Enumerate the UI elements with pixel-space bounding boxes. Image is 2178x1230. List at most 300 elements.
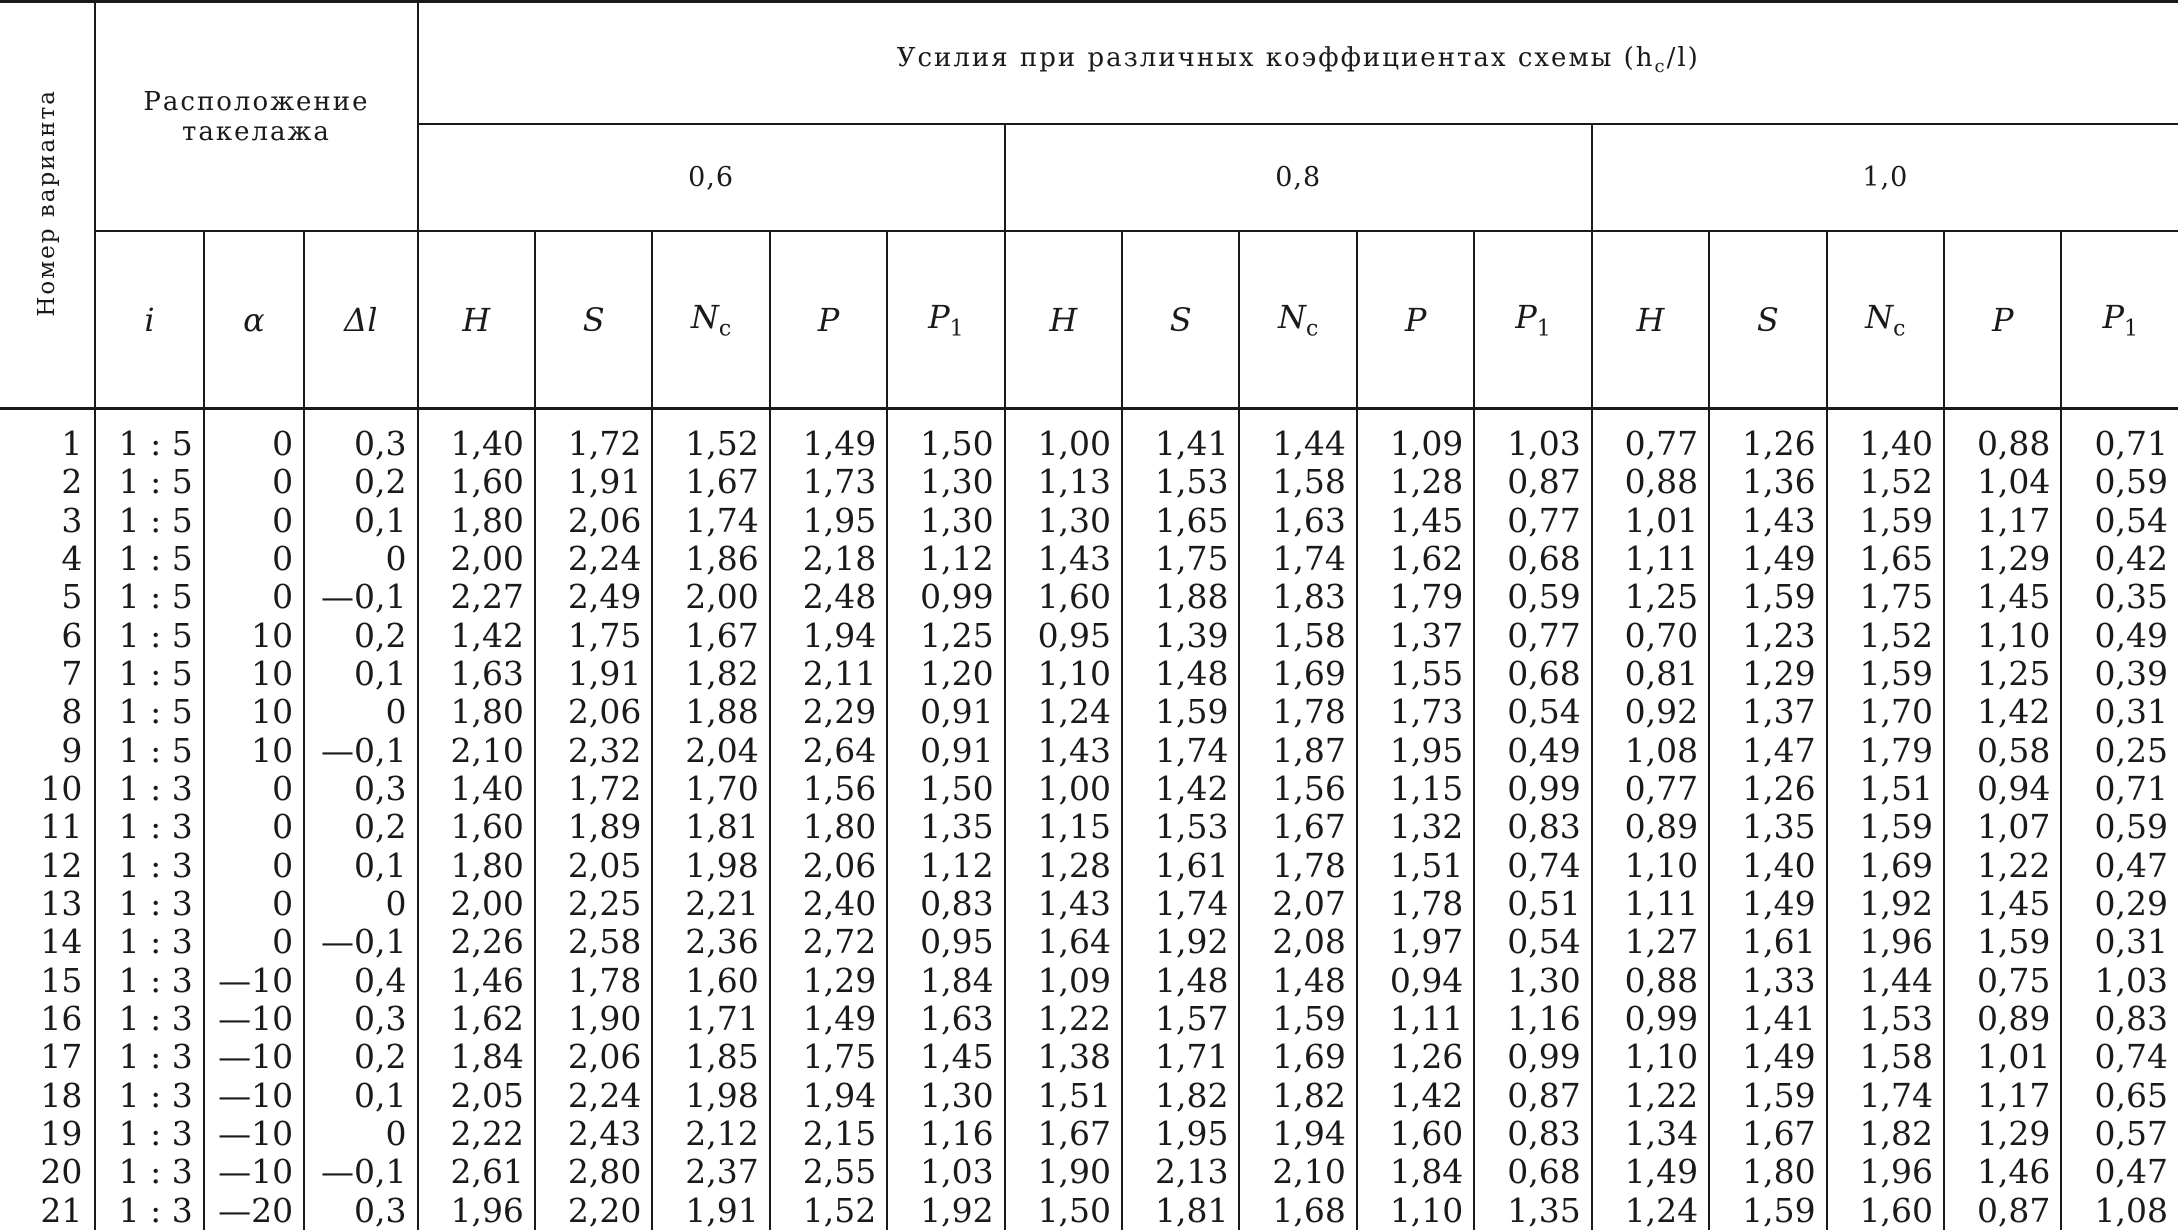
variant-number-cell: 6 <box>61 615 83 655</box>
table-cell: 1,28 <box>1005 847 1122 885</box>
table-cell: 0,70 <box>1592 616 1709 654</box>
table-cell: 1,82 <box>1122 1077 1239 1115</box>
table-cell: —0,1 <box>304 1153 417 1191</box>
column-label-subscript: c <box>718 316 732 342</box>
table-cell: 2,80 <box>535 1153 652 1191</box>
table-cell: 0 <box>304 693 417 731</box>
table-cell: 1,67 <box>652 616 769 654</box>
table-cell: —0,1 <box>304 923 417 961</box>
table-cell: 0,99 <box>887 578 1004 616</box>
table-cell: 1,75 <box>1827 578 1944 616</box>
table-cell: 1,52 <box>652 409 769 464</box>
variant-number-cell: 17 <box>40 1037 83 1077</box>
table-cell: 1,74 <box>652 501 769 539</box>
column-label: P <box>817 300 840 339</box>
table-cell: 1,01 <box>1944 1038 2061 1076</box>
table-cell: 0,3 <box>304 409 417 464</box>
table-cell: 1,35 <box>1474 1192 1591 1230</box>
force-col-header <box>1122 231 1239 409</box>
table-cell: 1,39 <box>1122 616 1239 654</box>
table-cell: 1,48 <box>1239 962 1356 1000</box>
table-cell: 0,51 <box>1474 885 1591 923</box>
rigging-label: Расположение такелажа <box>143 86 370 147</box>
table-cell: 0 <box>304 1115 417 1153</box>
table-cell: 1,45 <box>887 1038 1004 1076</box>
table-cell: 2,24 <box>535 1077 652 1115</box>
table-cell: 1,40 <box>1827 409 1944 464</box>
table-cell: 2,10 <box>418 731 535 769</box>
force-col-header <box>2061 231 2178 409</box>
table-cell: 1,42 <box>418 616 535 654</box>
table-body <box>0 409 2178 1230</box>
table-cell: 0,2 <box>304 463 417 501</box>
table-cell: 1,11 <box>1357 1000 1474 1038</box>
forces-label-tail: /l) <box>1666 43 1700 74</box>
rigging-col-header <box>95 231 203 409</box>
variant-number-cell: 15 <box>40 960 83 1000</box>
table-cell: 1,67 <box>1709 1115 1826 1153</box>
table-cell: 0,47 <box>2061 1153 2178 1191</box>
table-cell: 1,96 <box>1827 923 1944 961</box>
table-cell: 1,60 <box>1827 1192 1944 1230</box>
table-cell: 0,4 <box>304 962 417 1000</box>
table-cell: 0 <box>204 847 304 885</box>
rigging-header <box>95 2 417 232</box>
force-col-header <box>1944 231 2061 409</box>
table-cell: 0,83 <box>1474 808 1591 846</box>
table-cell: 2,06 <box>770 847 887 885</box>
column-label: P <box>1515 297 1537 336</box>
table-cell: 1,49 <box>1709 1038 1826 1076</box>
ratio-label: 0,8 <box>1275 162 1322 193</box>
table-cell: 1,29 <box>770 962 887 1000</box>
table-cell: 1 : 5 <box>95 655 203 693</box>
table-row <box>0 1115 2178 1153</box>
table-cell: 1,70 <box>1827 693 1944 731</box>
table-cell: 0 <box>204 578 304 616</box>
table-cell: 1 : 3 <box>95 1153 203 1191</box>
table-cell: 1,50 <box>1005 1192 1122 1230</box>
table-cell: 1,50 <box>887 409 1004 464</box>
table-cell: 1,94 <box>1239 1115 1356 1153</box>
table-cell: 1,82 <box>1827 1115 1944 1153</box>
table-cell: 1,81 <box>652 808 769 846</box>
table-row <box>0 847 2178 885</box>
table-cell: 2,21 <box>652 885 769 923</box>
column-label: P <box>2102 297 2124 336</box>
table-cell: 1,59 <box>1239 1000 1356 1038</box>
table-cell: 1,69 <box>1239 1038 1356 1076</box>
table-cell: 0,83 <box>887 885 1004 923</box>
table-cell: 1,95 <box>770 501 887 539</box>
variant-number-cell: 2 <box>61 462 83 502</box>
table-cell: 0,88 <box>1592 962 1709 1000</box>
table-cell: 1,25 <box>887 616 1004 654</box>
table-cell: 1,00 <box>1005 770 1122 808</box>
table-cell: 1,97 <box>1357 923 1474 961</box>
table-cell: 1,92 <box>1827 885 1944 923</box>
column-label: Δl <box>344 300 378 339</box>
table-cell: 1,80 <box>418 693 535 731</box>
table-cell: 1,20 <box>887 655 1004 693</box>
table-row <box>0 463 2178 501</box>
table-cell: 1,53 <box>1827 1000 1944 1038</box>
table-cell: 1,08 <box>2061 1192 2178 1230</box>
column-label: P <box>928 297 950 336</box>
column-label: H <box>462 300 491 339</box>
table-row <box>0 693 2178 731</box>
ratio-header-3 <box>1592 124 2178 231</box>
force-col-header <box>1239 231 1356 409</box>
table-cell: 1,55 <box>1357 655 1474 693</box>
table-cell: 1,63 <box>418 655 535 693</box>
table-cell: 1,58 <box>1239 616 1356 654</box>
table-cell: 2,36 <box>652 923 769 961</box>
table-cell: 1,78 <box>1239 693 1356 731</box>
table-cell: 1,52 <box>770 1192 887 1230</box>
table-cell: 1,10 <box>1357 1192 1474 1230</box>
table-cell: 1,42 <box>1122 770 1239 808</box>
table-cell: 1,45 <box>1357 501 1474 539</box>
table-cell: 1,40 <box>418 409 535 464</box>
table-cell: 0,99 <box>1474 1038 1591 1076</box>
table-cell: 2,00 <box>652 578 769 616</box>
table-cell: 2,10 <box>1239 1153 1356 1191</box>
table-row <box>0 731 2178 769</box>
table-cell: 0,94 <box>1944 770 2061 808</box>
force-col-header <box>535 231 652 409</box>
table-cell: 0,3 <box>304 1000 417 1038</box>
table-cell: 2,11 <box>770 655 887 693</box>
variant-number-cell: 9 <box>61 730 83 770</box>
table-cell: 1,59 <box>1827 655 1944 693</box>
table-cell: 1,09 <box>1357 409 1474 464</box>
table-cell: 1 : 3 <box>95 923 203 961</box>
table-cell: 1,26 <box>1357 1038 1474 1076</box>
table-cell: 0,54 <box>2061 501 2178 539</box>
table-cell: 1,43 <box>1709 501 1826 539</box>
table-cell: 1,60 <box>418 463 535 501</box>
table-cell: 2,72 <box>770 923 887 961</box>
column-label: N <box>1865 297 1894 336</box>
table-cell: 2,07 <box>1239 885 1356 923</box>
variant-number-cell: 21 <box>40 1190 83 1230</box>
table-cell: 1,88 <box>652 693 769 731</box>
table-cell: 1,82 <box>1239 1077 1356 1115</box>
force-col-header <box>1005 231 1122 409</box>
table-cell: 2,15 <box>770 1115 887 1153</box>
table-cell: 0,74 <box>2061 1038 2178 1076</box>
table-cell: 0,91 <box>887 693 1004 731</box>
table-cell: 1,16 <box>1474 1000 1591 1038</box>
table-cell: 1 : 5 <box>95 409 203 464</box>
table-cell: 1,60 <box>652 962 769 1000</box>
table-cell: 2,05 <box>535 847 652 885</box>
table-cell: 1,63 <box>887 1000 1004 1038</box>
table-cell: 1,15 <box>1005 808 1122 846</box>
table-cell: 0,39 <box>2061 655 2178 693</box>
table-cell: —0,1 <box>304 731 417 769</box>
table-cell: 1,59 <box>1709 578 1826 616</box>
forces-header <box>418 2 2178 125</box>
table-row <box>0 1038 2178 1076</box>
variant-number-cell: 5 <box>61 577 83 617</box>
table-cell: 1,43 <box>1005 731 1122 769</box>
table-cell: 1,74 <box>1122 885 1239 923</box>
table-cell: 0,2 <box>304 1038 417 1076</box>
table-cell: 0 <box>204 770 304 808</box>
table-cell: 1,61 <box>1122 847 1239 885</box>
table-cell: 1,45 <box>1944 578 2061 616</box>
table-cell: 1,36 <box>1709 463 1826 501</box>
table-cell: 0,99 <box>1474 770 1591 808</box>
table-cell: 1,73 <box>1357 693 1474 731</box>
table-cell: 1,56 <box>1239 770 1356 808</box>
variant-number-cell: 19 <box>40 1114 83 1154</box>
table-cell: 1,82 <box>652 655 769 693</box>
table-cell: 1 : 3 <box>95 1192 203 1230</box>
table-cell: 1,59 <box>1709 1077 1826 1115</box>
table-cell: 1,11 <box>1592 885 1709 923</box>
table-cell: 0,59 <box>2061 808 2178 846</box>
table-cell: 1,60 <box>1005 578 1122 616</box>
table-cell: 1 : 5 <box>95 501 203 539</box>
table-cell: 1,46 <box>1944 1153 2061 1191</box>
table-cell: 1,72 <box>535 409 652 464</box>
table-cell: 1,52 <box>1827 463 1944 501</box>
table-cell: 1,95 <box>1357 731 1474 769</box>
table-cell: 0,94 <box>1357 962 1474 1000</box>
table-cell: 1,08 <box>1592 731 1709 769</box>
table-cell: 1,42 <box>1357 1077 1474 1115</box>
table-cell: 2,26 <box>418 923 535 961</box>
table-cell: —10 <box>204 1077 304 1115</box>
table-cell: 0 <box>204 885 304 923</box>
ratio-label: 0,6 <box>688 162 735 193</box>
table-cell: 0,35 <box>2061 578 2178 616</box>
table-cell: 1,60 <box>1357 1115 1474 1153</box>
table-cell: 1 : 3 <box>95 1115 203 1153</box>
table-cell: 1,16 <box>887 1115 1004 1153</box>
table-cell: 0,87 <box>1474 463 1591 501</box>
force-col-header <box>770 231 887 409</box>
table-cell: 2,04 <box>652 731 769 769</box>
table-cell: 1,22 <box>1592 1077 1709 1115</box>
table-cell: 1,80 <box>418 501 535 539</box>
table-cell: 1,98 <box>652 1077 769 1115</box>
table-cell: 1,26 <box>1709 770 1826 808</box>
column-label: α <box>243 300 265 339</box>
table-row <box>0 1000 2178 1038</box>
column-label-subscript: c <box>1893 316 1906 342</box>
table-cell: 1,40 <box>418 770 535 808</box>
column-label: S <box>582 300 605 339</box>
table-cell: 1,59 <box>1827 808 1944 846</box>
table-cell: 1,24 <box>1005 693 1122 731</box>
variant-number-cell: 18 <box>40 1075 83 1115</box>
table-cell: 1 : 5 <box>95 578 203 616</box>
force-col-header <box>1592 231 1709 409</box>
table-cell: 1,79 <box>1827 731 1944 769</box>
column-label: P <box>1991 300 2014 339</box>
table-cell: 0,87 <box>1944 1192 2061 1230</box>
variant-number-cell: 10 <box>40 769 83 808</box>
rigging-col-header <box>204 231 304 409</box>
table-cell: 1,03 <box>1474 409 1591 464</box>
table-cell: 2,22 <box>418 1115 535 1153</box>
table-cell: 0,68 <box>1474 540 1591 578</box>
table-cell: 1,73 <box>770 463 887 501</box>
table-cell: 1,74 <box>1122 731 1239 769</box>
column-label-subscript: 1 <box>1536 316 1551 342</box>
table-cell: 1,59 <box>1709 1192 1826 1230</box>
table-cell: 1,72 <box>535 770 652 808</box>
table-cell: 1,45 <box>1944 885 2061 923</box>
table-row <box>0 540 2178 578</box>
ratio-label: 1,0 <box>1862 162 1909 193</box>
table-cell: 1,00 <box>1005 409 1122 464</box>
ratio-header-2 <box>1005 124 1592 231</box>
table-cell: 0,2 <box>304 808 417 846</box>
table-cell: 1,75 <box>770 1038 887 1076</box>
table-cell: 0,89 <box>1944 1000 2061 1038</box>
table-cell: 1 : 3 <box>95 1077 203 1115</box>
table-cell: 1,69 <box>1827 847 1944 885</box>
table-cell: 1,86 <box>652 540 769 578</box>
table-cell: 1,80 <box>418 847 535 885</box>
table-cell: 1,23 <box>1709 616 1826 654</box>
table-cell: 0,54 <box>1474 923 1591 961</box>
table-row <box>0 770 2178 808</box>
table-row <box>0 1192 2178 1230</box>
table-cell: 1,30 <box>887 463 1004 501</box>
table-cell: 1,25 <box>1944 655 2061 693</box>
table-cell: 0 <box>204 808 304 846</box>
table-cell: 1,78 <box>1239 847 1356 885</box>
table-cell: 1,10 <box>1944 616 2061 654</box>
table-row <box>0 962 2178 1000</box>
table-cell: 1,75 <box>535 616 652 654</box>
table-cell: 0,2 <box>304 616 417 654</box>
table-cell: —10 <box>204 1000 304 1038</box>
table-cell: 0,88 <box>1592 463 1709 501</box>
table-cell: 0,54 <box>1474 693 1591 731</box>
column-label-subscript: 1 <box>2123 316 2138 342</box>
table-cell: 1,49 <box>1592 1153 1709 1191</box>
table-cell: 1,49 <box>1709 885 1826 923</box>
table-cell: 1,10 <box>1592 1038 1709 1076</box>
force-col-header <box>418 231 535 409</box>
table-cell: 1,12 <box>887 540 1004 578</box>
table-cell: 1,58 <box>1239 463 1356 501</box>
table-cell: 1,91 <box>535 463 652 501</box>
table-cell: 1,50 <box>887 770 1004 808</box>
table-cell: 2,06 <box>535 1038 652 1076</box>
table-cell: 10 <box>204 616 304 654</box>
table-cell: 2,61 <box>418 1153 535 1191</box>
table-cell: 1,51 <box>1827 770 1944 808</box>
table-row <box>0 808 2178 846</box>
table-cell: 1,65 <box>1827 540 1944 578</box>
table-cell: 1 : 3 <box>95 808 203 846</box>
table-cell: 2,40 <box>770 885 887 923</box>
table-cell: 1,24 <box>1592 1192 1709 1230</box>
table-cell: 1,84 <box>1357 1153 1474 1191</box>
table-cell: 1,59 <box>1944 923 2061 961</box>
table-cell: —20 <box>204 1192 304 1230</box>
table-row <box>0 409 2178 464</box>
table-cell: 1,64 <box>1005 923 1122 961</box>
table-cell: 1,10 <box>1005 655 1122 693</box>
table-cell: 1,92 <box>1122 923 1239 961</box>
table-cell: 1,15 <box>1357 770 1474 808</box>
ratio-header-1 <box>418 124 1005 231</box>
variant-number-cell: 13 <box>40 884 83 924</box>
table-cell: 1,63 <box>1239 501 1356 539</box>
table-cell: 1,01 <box>1592 501 1709 539</box>
table-row <box>0 885 2178 923</box>
table-cell: 1,30 <box>1005 501 1122 539</box>
table-cell: 0,99 <box>1592 1000 1709 1038</box>
column-label-subscript: 1 <box>949 316 964 342</box>
table-cell: 1,68 <box>1239 1192 1356 1230</box>
table-cell: 2,43 <box>535 1115 652 1153</box>
table-cell: 1,79 <box>1357 578 1474 616</box>
table-cell: 0,91 <box>887 731 1004 769</box>
table-cell: 2,55 <box>770 1153 887 1191</box>
table-cell: 2,06 <box>535 501 652 539</box>
table-cell: 1,80 <box>1709 1153 1826 1191</box>
table-cell: 0,95 <box>887 923 1004 961</box>
table-cell: 1,56 <box>770 770 887 808</box>
table-cell: 2,58 <box>535 923 652 961</box>
table-cell: 1,49 <box>1709 540 1826 578</box>
table-cell: 2,00 <box>418 540 535 578</box>
table-cell: 2,25 <box>535 885 652 923</box>
variant-number-cell: 14 <box>40 922 83 962</box>
table-cell: —10 <box>204 1038 304 1076</box>
forces-label-subscript: c <box>1654 56 1667 78</box>
table-cell: 0,1 <box>304 1077 417 1115</box>
table-cell: 0,77 <box>1592 409 1709 464</box>
table-header <box>0 2 2178 409</box>
table-cell: 1,78 <box>535 962 652 1000</box>
table-cell: 1,12 <box>887 847 1004 885</box>
table-cell: 0,58 <box>1944 731 2061 769</box>
variant-number-label: Номер варианта <box>34 89 61 317</box>
table-cell: 1,84 <box>887 962 1004 1000</box>
table-cell: 1,48 <box>1122 655 1239 693</box>
table-cell: 1,91 <box>535 655 652 693</box>
table-cell: 1,70 <box>652 770 769 808</box>
table-cell: 1,40 <box>1709 847 1826 885</box>
force-col-header <box>652 231 769 409</box>
table-cell: 1,22 <box>1005 1000 1122 1038</box>
column-label-subscript: c <box>1306 316 1319 342</box>
table-cell: 2,49 <box>535 578 652 616</box>
column-label: S <box>1756 300 1779 339</box>
table-cell: 1,28 <box>1357 463 1474 501</box>
column-label: P <box>1404 300 1427 339</box>
table-cell: 1,89 <box>535 808 652 846</box>
force-col-header <box>1827 231 1944 409</box>
variant-number-cell: 20 <box>40 1152 83 1192</box>
table-cell: 0,95 <box>1005 616 1122 654</box>
table-cell: 1,35 <box>887 808 1004 846</box>
table-cell: 1,78 <box>1357 885 1474 923</box>
table-cell: 0,57 <box>2061 1115 2178 1153</box>
table-cell: 1,90 <box>1005 1153 1122 1191</box>
